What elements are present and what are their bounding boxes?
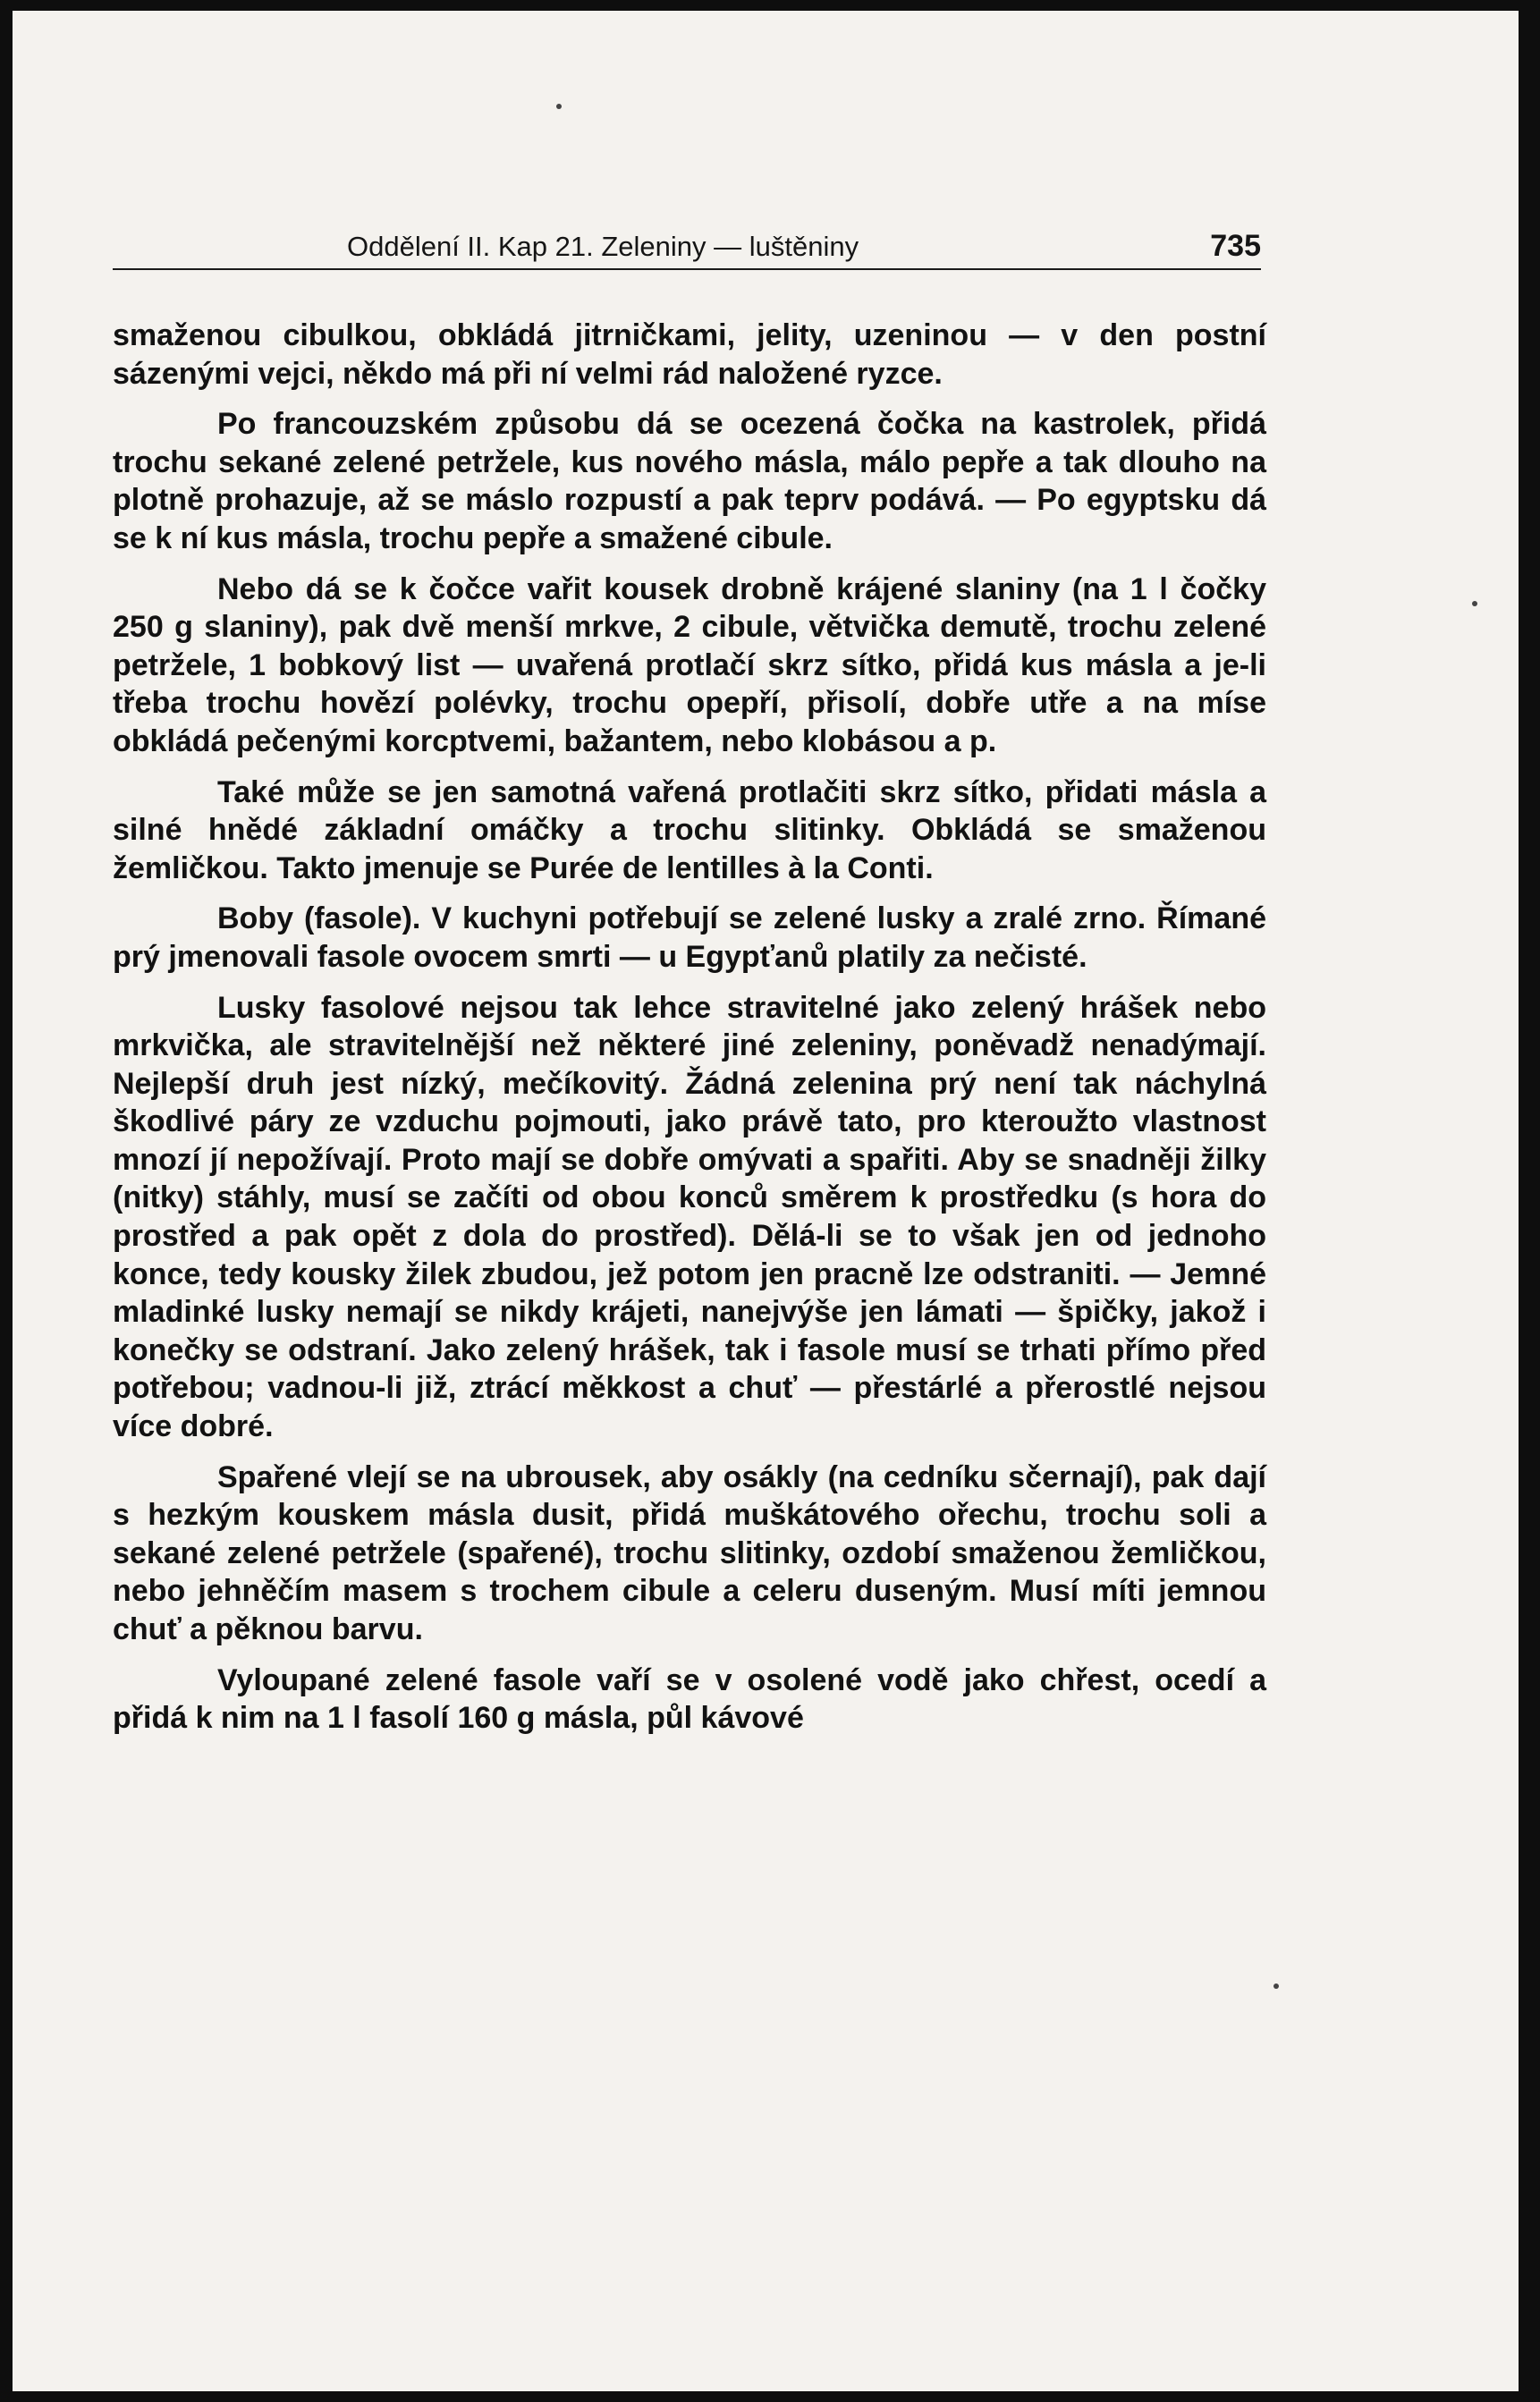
- print-speck: [1472, 601, 1477, 606]
- paragraph-3: Nebo dá se k čočce vařit kousek drobně krájené slaniny (na 1 l čočky 250 g slaniny), pak dvě menší mrkve, 2 cibule, větvička demutě, trochu zelené petržele, 1 bobkový list — uvařená protlačí skrz sítko, přidá kus másla a je-li třeba trochu hovězí polévky, trochu opepří, přisolí, dobře utře a na míse obkládá pečenými korcptvemi, bažantem, nebo klobásou a p.: [113, 571, 1266, 758]
- book-page: [13, 11, 1519, 2391]
- paragraph-4: Také může se jen samotná vařená protlačiti skrz sítko, přidati másla a silné hnědé základní omáčky a trochu slitinky. Obkládá se smaženou žemličkou. Takto jmenuje se Purée de lentilles à la Conti.: [113, 774, 1266, 885]
- print-speck: [556, 104, 562, 109]
- page-number: 735: [1210, 229, 1261, 263]
- paragraph-2: Po francouzském způsobu dá se ocezená čočka na kastrolek, přidá trochu sekané zelené petržele, kus nového másla, málo pepře a tak dlouho na plotně prohazuje, až se máslo rozpustí a pak teprv podává. — Po egyptsku dá se k ní kus másla, trochu pepře a smažené cibule.: [113, 407, 1266, 555]
- paragraph-1: smaženou cibulkou, obkládá jitrničkami, jelity, uzeninou — v den postní sázenými vejci, někdo má při ní velmi rád naložené ryzce.: [113, 318, 1266, 391]
- paragraph-8: Vyloupané zelené fasole vaří se v osolené vodě jako chřest, ocedí a přidá k nim na 1 l fasolí 160 g másla, půl kávové: [113, 1662, 1266, 1736]
- paragraph-5: Boby (fasole). V kuchyni potřebují se zelené lusky a zralé zrno. Římané prý jmenovali fasole ovocem smrti — u Egypťanů platily za nečisté.: [113, 901, 1266, 974]
- body-text: [113, 317, 1266, 1750]
- running-header: [113, 229, 1261, 270]
- print-speck: [1273, 1983, 1279, 1989]
- running-header-title: Oddělení II. Kap 21. Zeleniny — luštěniny: [347, 231, 859, 262]
- paragraph-7: Spařené vlejí se na ubrousek, aby osákly (na cedníku sčernají), pak dají s hezkým kouskem másla dusit, přidá muškátového ořechu, trochu soli a sekané zelené petržele (spařené), trochu slitinky, ozdobí smaženou žemličkou, nebo jehněčím masem s trochem cibule a celeru duseným. Musí míti jemnou chuť a pěknou barvu.: [113, 1459, 1266, 1646]
- paragraph-6: Lusky fasolové nejsou tak lehce stravitelné jako zelený hrášek nebo mrkvička, ale stravitelnější než některé jiné zeleniny, poněvadž nenadýmají. Nejlepší druh jest nízký, mečíkovitý. Žádná zelenina prý není tak náchylná škodlivé páry ze vzduchu pojmouti, jako právě tato, pro kteroužto vlastnost mnozí jí nepožívají. Proto mají se dobře omývati a spařiti. Aby se snadněji žilky (nitky) stáhly, musí se začíti od obou konců směrem k prostředku (s hora do prostřed a pak opět z dola do prostřed). Dělá-li se to však jen od jednoho konce, tedy kousky žilek zbudou, jež potom jen pracně lze odstraniti. — Jemné mladinké lusky nemají se nikdy krájeti, nanejvýše jen lámati — špičky, jakož i konečky se odstraní. Jako zelený hrášek, tak i fasole musí se trhati přímo před potřebou; vadnou-li již, ztrácí měkkost a chuť — přestárlé a přerostlé nejsou více dobré.: [113, 990, 1267, 1444]
